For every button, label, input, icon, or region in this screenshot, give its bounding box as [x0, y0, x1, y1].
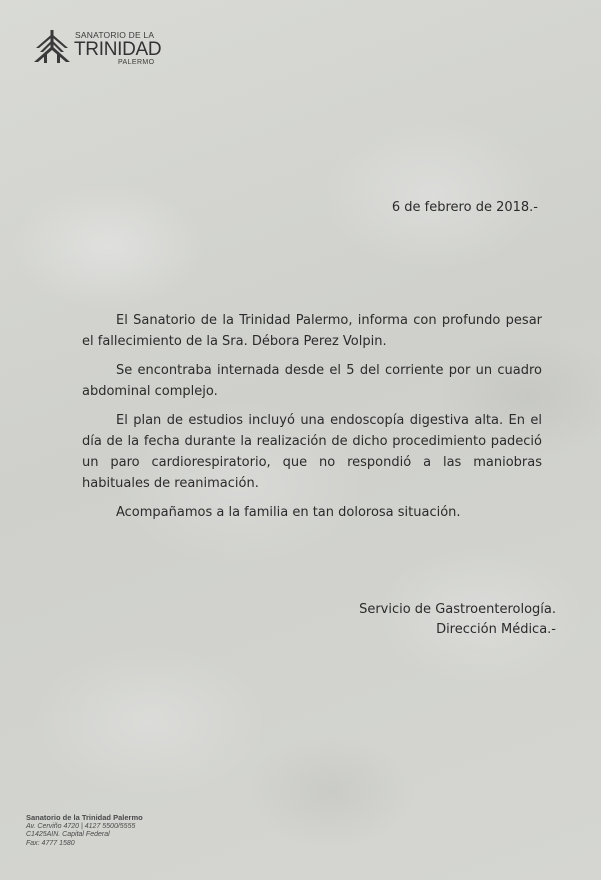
logo-text-top: SANATORIO DE LA	[75, 30, 155, 40]
footer-fax: Fax: 4777 1580	[26, 839, 75, 847]
footer-postal: C1425AIN. Capital Federal	[26, 831, 110, 838]
footer-name: Sanatorio de la Trinidad Palermo	[26, 813, 143, 822]
paragraph-announcement: El Sanatorio de la Trinidad Palermo, informa con profundo pesar el fallecimiento de la Sra. Débora Perez Volpin.	[82, 313, 542, 349]
logo-text-bottom: PALERMO	[118, 59, 155, 66]
signature-block	[359, 600, 556, 640]
sanatorio-logo	[34, 28, 164, 68]
paragraph-condolence: Acompañamos a la familia en tan dolorosa situación.	[116, 505, 461, 520]
signature-direction: Dirección Médica.-	[436, 622, 556, 637]
letter-body	[82, 310, 542, 531]
signature-department: Servicio de Gastroenterología.	[359, 602, 556, 617]
trinidad-logo-icon	[34, 30, 70, 64]
letter-date: 6 de febrero de 2018.-	[391, 200, 538, 215]
footer-street: Av. Cerviño 4720 | 4127 5500/5555	[26, 822, 136, 830]
paragraph-procedure: El plan de estudios incluyó una endoscopía digestiva alta. En el día de la fecha durante la realización de dicho procedimiento padeció un paro cardiorespiratorio, que no respondió a las maniobras habituales de reanimación.	[82, 413, 542, 491]
paragraph-admission: Se encontraba internada desde el 5 del corriente por un cuadro abdominal complejo.	[82, 363, 542, 399]
footer-address	[26, 814, 143, 848]
logo-text-main: TRINIDAD	[74, 39, 162, 60]
